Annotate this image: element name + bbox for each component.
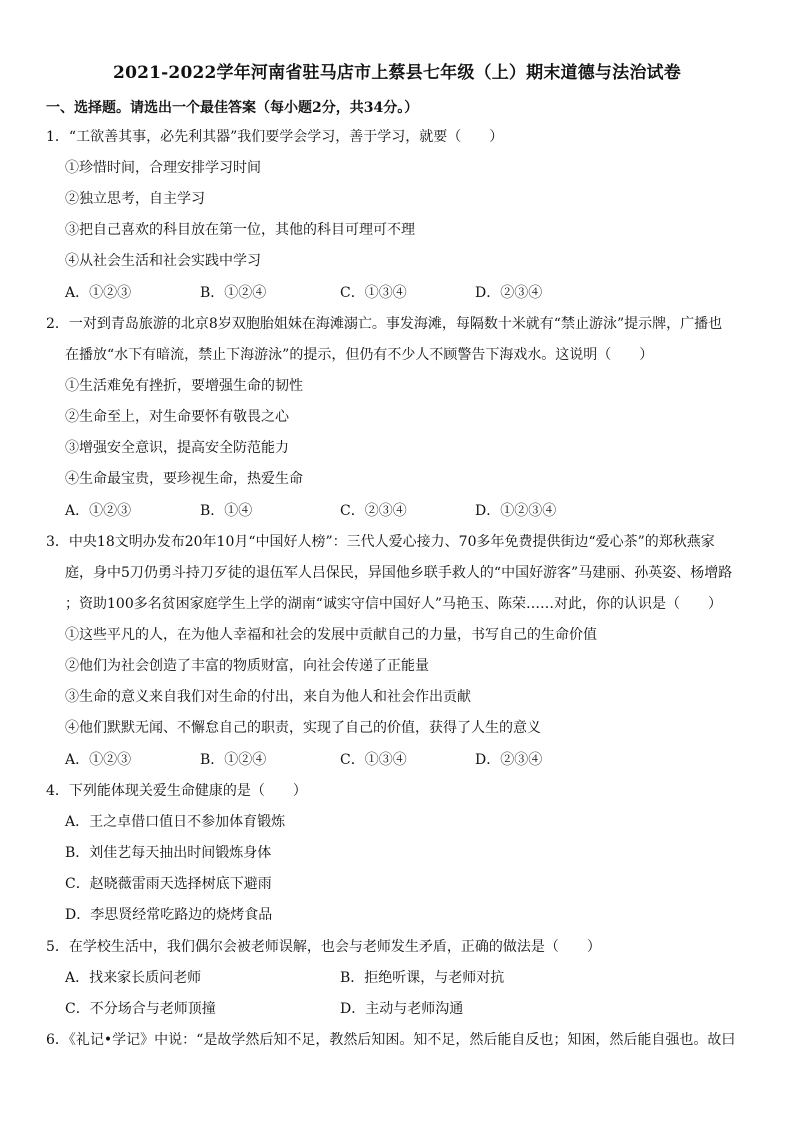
page-title: 2021-2022学年河南省驻马店市上蔡县七年级（上）期末道德与法治试卷	[113, 63, 681, 83]
choice-b: B．①②④	[200, 285, 267, 301]
question-3-stem-line-3: ；资助100多名贫困家庭学生上学的湖南“诚实守信中国好人”马艳玉、陈荣……对此，你的认识是（ ）	[65, 596, 723, 612]
choice-a: A．①②③	[65, 285, 132, 301]
choice-c: C．不分场合与老师顶撞	[65, 1001, 216, 1017]
choice-b: B．拒绝听课，与老师对抗	[340, 970, 505, 986]
question-2-item-1: ①生活难免有挫折，要增强生命的韧性	[65, 378, 303, 394]
question-1-item-4: ④从社会生活和社会实践中学习	[65, 253, 261, 269]
choice-a: A．找来家长质问老师	[65, 970, 202, 986]
question-3-stem-line-1: 3．中央18文明办发布20年10月“中国好人榜”：三代人爱心接力、70多年免费提供街边“爱心茶”的郑秋燕家	[46, 534, 715, 550]
section-heading: 一、选择题。请选出一个最佳答案（每小题2分，共34分。）	[46, 100, 419, 116]
choice-c: C．②③④	[340, 503, 407, 519]
question-6-stem: 6．《礼记•学记》中说：“是故学然后知不足，教然后知困。知不足，然后能自反也；知困，然后能自强也。故曰	[46, 1032, 736, 1048]
choice-c: C．①③④	[340, 285, 407, 301]
choice-a: A．①②③	[65, 503, 132, 519]
question-1-item-3: ③把自己喜欢的科目放在第一位，其他的科目可理可不理	[65, 222, 415, 238]
question-4-stem: 4．下列能体现关爱生命健康的是（ ）	[46, 783, 307, 799]
question-2-item-4: ④生命最宝贵，要珍视生命，热爱生命	[65, 471, 303, 487]
question-4-option-c: C．赵晓薇雷雨天选择树底下避雨	[65, 876, 272, 892]
choice-d: D．主动与老师沟通	[340, 1001, 464, 1017]
question-4-option-d: D．李思贤经常吃路边的烧烤食品	[65, 907, 273, 923]
question-2-item-2: ②生命至上，对生命要怀有敬畏之心	[65, 409, 289, 425]
choice-d: D．①②③④	[475, 503, 557, 519]
question-5-stem: 5．在学校生活中，我们偶尔会被老师误解，也会与老师发生矛盾，正确的做法是（ ）	[46, 939, 601, 955]
question-1-item-2: ②独立思考，自主学习	[65, 191, 205, 207]
question-2-stem-line-1: 2．一对到青岛旅游的北京8岁双胞胎姐妹在海滩溺亡。事发海滩，每隔数十米就有“禁止游泳”提示牌，广播也	[46, 316, 723, 332]
question-3-item-2: ②他们为社会创造了丰富的物质财富，向社会传递了正能量	[65, 658, 429, 674]
question-3-item-4: ④他们默默无闻、不懈怠自己的职责，实现了自己的价值，获得了人生的意义	[65, 720, 541, 736]
question-3-item-1: ①这些平凡的人，在为他人幸福和社会的发展中贡献自己的力量，书写自己的生命价值	[65, 627, 597, 643]
question-2-item-3: ③增强安全意识，提高安全防范能力	[65, 440, 289, 456]
question-3-stem-line-2: 庭，身中5刀仍勇斗持刀歹徒的退伍军人吕保民，异国他乡联手救人的“中国好游客”马建丽、孙英姿、杨增路	[65, 565, 733, 581]
choice-b: B．①②④	[200, 752, 267, 768]
choice-d: D．②③④	[475, 285, 543, 301]
question-1-item-1: ①珍惜时间，合理安排学习时间	[65, 160, 261, 176]
question-2-stem-line-2: 在播放“水下有暗流，禁止下海游泳”的提示，但仍有不少人不顾警告下海戏水。这说明（ ）	[65, 347, 654, 363]
question-1-stem: 1．“工欲善其事，必先利其器”我们要学会学习，善于学习，就要（ ）	[46, 129, 504, 145]
choice-b: B．①④	[200, 503, 253, 519]
question-4-option-b: B．刘佳艺每天抽出时间锻炼身体	[65, 845, 272, 861]
choice-d: D．②③④	[475, 752, 543, 768]
choice-c: C．①③④	[340, 752, 407, 768]
question-3-item-3: ③生命的意义来自我们对生命的付出，来自为他人和社会作出贡献	[65, 689, 471, 705]
question-4-option-a: A．王之卓借口值日不参加体育锻炼	[65, 814, 286, 830]
choice-a: A．①②③	[65, 752, 132, 768]
